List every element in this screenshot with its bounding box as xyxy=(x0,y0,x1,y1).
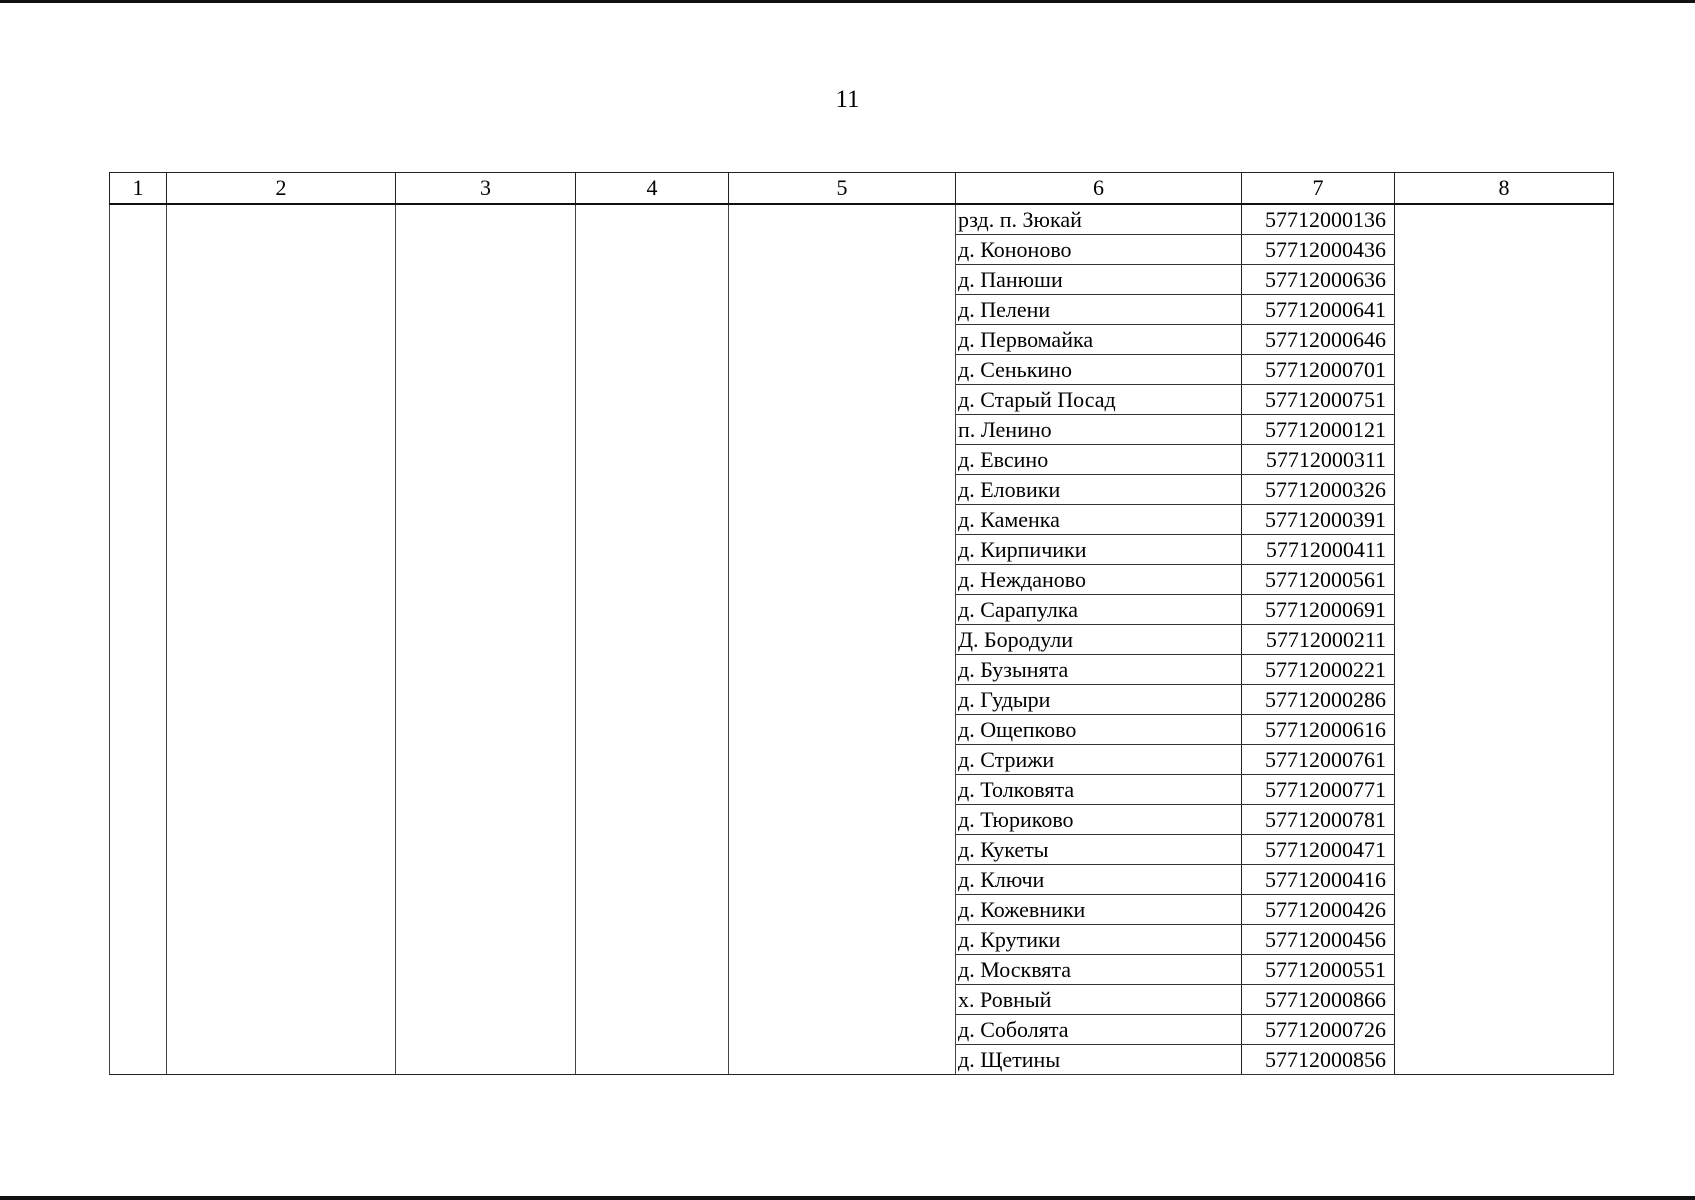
settlement-name-cell: д. Сенькино xyxy=(956,355,1242,385)
empty-cell-col-1 xyxy=(110,385,167,415)
empty-cell-col-5 xyxy=(729,715,956,745)
empty-cell-col-1 xyxy=(110,535,167,565)
empty-cell-col-3 xyxy=(396,595,576,625)
table-row xyxy=(110,685,1614,715)
empty-cell-col-1 xyxy=(110,325,167,355)
settlement-name-cell: д. Первомайка xyxy=(956,325,1242,355)
empty-cell-col-1 xyxy=(110,475,167,505)
empty-cell-col-3 xyxy=(396,775,576,805)
header-col-2: 2 xyxy=(167,173,396,205)
empty-cell-col-4 xyxy=(576,985,729,1015)
empty-cell-col-1 xyxy=(110,775,167,805)
settlement-name-cell: д. Кононово xyxy=(956,235,1242,265)
settlement-code-cell: 57712000751 xyxy=(1242,385,1395,415)
empty-cell-col-4 xyxy=(576,775,729,805)
empty-cell-col-5 xyxy=(729,445,956,475)
empty-cell-col-5 xyxy=(729,1015,956,1045)
table-row xyxy=(110,955,1614,985)
empty-cell-col-8 xyxy=(1395,685,1614,715)
page-number: 11 xyxy=(835,86,860,113)
settlement-code-cell: 57712000326 xyxy=(1242,475,1395,505)
settlement-name-cell: д. Соболята xyxy=(956,1015,1242,1045)
empty-cell-col-4 xyxy=(576,715,729,745)
empty-cell-col-5 xyxy=(729,204,956,235)
empty-cell-col-8 xyxy=(1395,925,1614,955)
settlement-name-cell: д. Крутики xyxy=(956,925,1242,955)
empty-cell-col-5 xyxy=(729,895,956,925)
settlement-name-cell: д. Евсино xyxy=(956,445,1242,475)
empty-cell-col-1 xyxy=(110,265,167,295)
empty-cell-col-1 xyxy=(110,985,167,1015)
scan-bottom-edge xyxy=(0,1196,1695,1200)
settlement-code-cell: 57712000691 xyxy=(1242,595,1395,625)
settlement-code-cell: 57712000286 xyxy=(1242,685,1395,715)
empty-cell-col-5 xyxy=(729,565,956,595)
empty-cell-col-8 xyxy=(1395,625,1614,655)
table-row xyxy=(110,985,1614,1015)
settlement-name-cell: Д. Бородули xyxy=(956,625,1242,655)
empty-cell-col-5 xyxy=(729,805,956,835)
table-row xyxy=(110,325,1614,355)
empty-cell-col-8 xyxy=(1395,475,1614,505)
settlement-name-cell: д. Щетины xyxy=(956,1045,1242,1075)
empty-cell-col-1 xyxy=(110,685,167,715)
table-row xyxy=(110,895,1614,925)
settlement-name-cell: д. Кирпичики xyxy=(956,535,1242,565)
settlement-name-cell: д. Панюши xyxy=(956,265,1242,295)
empty-cell-col-8 xyxy=(1395,595,1614,625)
header-col-5: 5 xyxy=(729,173,956,205)
empty-cell-col-1 xyxy=(110,235,167,265)
empty-cell-col-8 xyxy=(1395,565,1614,595)
empty-cell-col-8 xyxy=(1395,805,1614,835)
empty-cell-col-2 xyxy=(167,955,396,985)
table-row xyxy=(110,865,1614,895)
settlement-code-cell: 57712000136 xyxy=(1242,204,1395,235)
settlement-code-cell: 57712000221 xyxy=(1242,655,1395,685)
table-row xyxy=(110,775,1614,805)
empty-cell-col-2 xyxy=(167,385,396,415)
settlement-name-cell: д. Гудыри xyxy=(956,685,1242,715)
empty-cell-col-5 xyxy=(729,685,956,715)
settlement-code-cell: 57712000856 xyxy=(1242,1045,1395,1075)
empty-cell-col-5 xyxy=(729,385,956,415)
settlement-name-cell: д. Каменка xyxy=(956,505,1242,535)
table-row xyxy=(110,655,1614,685)
table-row xyxy=(110,445,1614,475)
settlement-code-cell: 57712000561 xyxy=(1242,565,1395,595)
settlement-code-cell: 57712000211 xyxy=(1242,625,1395,655)
empty-cell-col-5 xyxy=(729,325,956,355)
header-col-8: 8 xyxy=(1395,173,1614,205)
empty-cell-col-2 xyxy=(167,715,396,745)
empty-cell-col-4 xyxy=(576,895,729,925)
empty-cell-col-4 xyxy=(576,655,729,685)
empty-cell-col-1 xyxy=(110,835,167,865)
empty-cell-col-3 xyxy=(396,1015,576,1045)
empty-cell-col-3 xyxy=(396,265,576,295)
table-row xyxy=(110,1045,1614,1075)
empty-cell-col-3 xyxy=(396,895,576,925)
table-row xyxy=(110,565,1614,595)
empty-cell-col-1 xyxy=(110,565,167,595)
empty-cell-col-5 xyxy=(729,625,956,655)
empty-cell-col-4 xyxy=(576,1045,729,1075)
empty-cell-col-4 xyxy=(576,445,729,475)
settlement-code-cell: 57712000436 xyxy=(1242,235,1395,265)
empty-cell-col-4 xyxy=(576,265,729,295)
table-row xyxy=(110,415,1614,445)
empty-cell-col-2 xyxy=(167,415,396,445)
empty-cell-col-2 xyxy=(167,925,396,955)
empty-cell-col-5 xyxy=(729,295,956,325)
settlements-table xyxy=(109,172,1614,1075)
table-row xyxy=(110,805,1614,835)
empty-cell-col-2 xyxy=(167,805,396,835)
empty-cell-col-3 xyxy=(396,355,576,385)
empty-cell-col-2 xyxy=(167,865,396,895)
table-row xyxy=(110,595,1614,625)
settlement-code-cell: 57712000426 xyxy=(1242,895,1395,925)
empty-cell-col-2 xyxy=(167,505,396,535)
empty-cell-col-8 xyxy=(1395,865,1614,895)
empty-cell-col-3 xyxy=(396,685,576,715)
empty-cell-col-2 xyxy=(167,685,396,715)
table-row xyxy=(110,475,1614,505)
empty-cell-col-2 xyxy=(167,625,396,655)
empty-cell-col-3 xyxy=(396,1045,576,1075)
empty-cell-col-4 xyxy=(576,295,729,325)
settlement-code-cell: 57712000781 xyxy=(1242,805,1395,835)
empty-cell-col-3 xyxy=(396,655,576,685)
empty-cell-col-8 xyxy=(1395,775,1614,805)
settlement-code-cell: 57712000761 xyxy=(1242,745,1395,775)
empty-cell-col-2 xyxy=(167,295,396,325)
empty-cell-col-4 xyxy=(576,805,729,835)
empty-cell-col-3 xyxy=(396,295,576,325)
empty-cell-col-5 xyxy=(729,925,956,955)
empty-cell-col-3 xyxy=(396,715,576,745)
empty-cell-col-3 xyxy=(396,475,576,505)
settlement-name-cell: д. Кукеты xyxy=(956,835,1242,865)
empty-cell-col-4 xyxy=(576,955,729,985)
empty-cell-col-4 xyxy=(576,385,729,415)
empty-cell-col-5 xyxy=(729,655,956,685)
settlement-name-cell: д. Тюриково xyxy=(956,805,1242,835)
empty-cell-col-4 xyxy=(576,355,729,385)
table-row xyxy=(110,204,1614,235)
empty-cell-col-5 xyxy=(729,235,956,265)
table-row xyxy=(110,355,1614,385)
table-row xyxy=(110,625,1614,655)
empty-cell-col-1 xyxy=(110,595,167,625)
empty-cell-col-3 xyxy=(396,385,576,415)
empty-cell-col-8 xyxy=(1395,265,1614,295)
table-row xyxy=(110,1015,1614,1045)
empty-cell-col-3 xyxy=(396,204,576,235)
empty-cell-col-4 xyxy=(576,625,729,655)
empty-cell-col-3 xyxy=(396,535,576,565)
empty-cell-col-5 xyxy=(729,1045,956,1075)
empty-cell-col-8 xyxy=(1395,445,1614,475)
empty-cell-col-8 xyxy=(1395,415,1614,445)
empty-cell-col-8 xyxy=(1395,1015,1614,1045)
empty-cell-col-2 xyxy=(167,1045,396,1075)
empty-cell-col-8 xyxy=(1395,895,1614,925)
settlement-name-cell: п. Ленино xyxy=(956,415,1242,445)
empty-cell-col-3 xyxy=(396,565,576,595)
empty-cell-col-2 xyxy=(167,475,396,505)
empty-cell-col-4 xyxy=(576,204,729,235)
empty-cell-col-1 xyxy=(110,625,167,655)
empty-cell-col-1 xyxy=(110,1015,167,1045)
empty-cell-col-8 xyxy=(1395,535,1614,565)
empty-cell-col-5 xyxy=(729,535,956,565)
table-row xyxy=(110,715,1614,745)
empty-cell-col-2 xyxy=(167,565,396,595)
empty-cell-col-2 xyxy=(167,775,396,805)
empty-cell-col-3 xyxy=(396,985,576,1015)
empty-cell-col-4 xyxy=(576,475,729,505)
empty-cell-col-1 xyxy=(110,415,167,445)
settlement-name-cell: рзд. п. Зюкай xyxy=(956,204,1242,235)
empty-cell-col-2 xyxy=(167,655,396,685)
table-row xyxy=(110,745,1614,775)
settlement-name-cell: д. Ощепково xyxy=(956,715,1242,745)
settlement-name-cell: д. Еловики xyxy=(956,475,1242,505)
empty-cell-col-8 xyxy=(1395,835,1614,865)
empty-cell-col-3 xyxy=(396,625,576,655)
empty-cell-col-5 xyxy=(729,475,956,505)
empty-cell-col-3 xyxy=(396,865,576,895)
empty-cell-col-1 xyxy=(110,955,167,985)
settlement-name-cell: д. Сарапулка xyxy=(956,595,1242,625)
empty-cell-col-4 xyxy=(576,505,729,535)
table-row xyxy=(110,535,1614,565)
empty-cell-col-5 xyxy=(729,745,956,775)
empty-cell-col-8 xyxy=(1395,715,1614,745)
empty-cell-col-4 xyxy=(576,865,729,895)
empty-cell-col-3 xyxy=(396,925,576,955)
empty-cell-col-2 xyxy=(167,985,396,1015)
empty-cell-col-8 xyxy=(1395,985,1614,1015)
empty-cell-col-3 xyxy=(396,235,576,265)
settlement-code-cell: 57712000311 xyxy=(1242,445,1395,475)
empty-cell-col-1 xyxy=(110,925,167,955)
empty-cell-col-3 xyxy=(396,835,576,865)
empty-cell-col-8 xyxy=(1395,385,1614,415)
settlement-code-cell: 57712000121 xyxy=(1242,415,1395,445)
empty-cell-col-2 xyxy=(167,265,396,295)
empty-cell-col-1 xyxy=(110,715,167,745)
empty-cell-col-3 xyxy=(396,415,576,445)
empty-cell-col-5 xyxy=(729,415,956,445)
empty-cell-col-5 xyxy=(729,775,956,805)
empty-cell-col-5 xyxy=(729,265,956,295)
empty-cell-col-4 xyxy=(576,1015,729,1045)
empty-cell-col-2 xyxy=(167,595,396,625)
settlement-name-cell: д. Толковята xyxy=(956,775,1242,805)
settlement-code-cell: 57712000391 xyxy=(1242,505,1395,535)
settlement-code-cell: 57712000726 xyxy=(1242,1015,1395,1045)
empty-cell-col-3 xyxy=(396,445,576,475)
empty-cell-col-3 xyxy=(396,325,576,355)
table-row xyxy=(110,265,1614,295)
empty-cell-col-3 xyxy=(396,805,576,835)
empty-cell-col-4 xyxy=(576,925,729,955)
settlement-code-cell: 57712000771 xyxy=(1242,775,1395,805)
header-col-1: 1 xyxy=(110,173,167,205)
table-row xyxy=(110,385,1614,415)
empty-cell-col-8 xyxy=(1395,745,1614,775)
empty-cell-col-1 xyxy=(110,505,167,535)
table-row xyxy=(110,505,1614,535)
empty-cell-col-4 xyxy=(576,415,729,445)
settlement-code-cell: 57712000646 xyxy=(1242,325,1395,355)
empty-cell-col-2 xyxy=(167,895,396,925)
header-col-4: 4 xyxy=(576,173,729,205)
empty-cell-col-4 xyxy=(576,595,729,625)
settlement-name-cell: д. Ключи xyxy=(956,865,1242,895)
empty-cell-col-5 xyxy=(729,595,956,625)
settlement-code-cell: 57712000416 xyxy=(1242,865,1395,895)
empty-cell-col-1 xyxy=(110,1045,167,1075)
empty-cell-col-1 xyxy=(110,895,167,925)
empty-cell-col-4 xyxy=(576,745,729,775)
settlement-code-cell: 57712000456 xyxy=(1242,925,1395,955)
empty-cell-col-2 xyxy=(167,445,396,475)
empty-cell-col-2 xyxy=(167,355,396,385)
settlement-code-cell: 57712000411 xyxy=(1242,535,1395,565)
table-row xyxy=(110,295,1614,325)
empty-cell-col-1 xyxy=(110,295,167,325)
empty-cell-col-5 xyxy=(729,835,956,865)
table-row xyxy=(110,925,1614,955)
empty-cell-col-2 xyxy=(167,745,396,775)
settlement-code-cell: 57712000616 xyxy=(1242,715,1395,745)
empty-cell-col-5 xyxy=(729,985,956,1015)
header-col-3: 3 xyxy=(396,173,576,205)
empty-cell-col-4 xyxy=(576,565,729,595)
settlement-name-cell: д. Нежданово xyxy=(956,565,1242,595)
header-col-6: 6 xyxy=(956,173,1242,205)
settlement-name-cell: д. Кожевники xyxy=(956,895,1242,925)
empty-cell-col-8 xyxy=(1395,1045,1614,1075)
empty-cell-col-1 xyxy=(110,355,167,385)
empty-cell-col-2 xyxy=(167,325,396,355)
settlement-name-cell: д. Москвята xyxy=(956,955,1242,985)
empty-cell-col-4 xyxy=(576,535,729,565)
empty-cell-col-2 xyxy=(167,535,396,565)
empty-cell-col-8 xyxy=(1395,204,1614,235)
empty-cell-col-5 xyxy=(729,865,956,895)
empty-cell-col-1 xyxy=(110,204,167,235)
empty-cell-col-5 xyxy=(729,505,956,535)
settlement-name-cell: д. Пелени xyxy=(956,295,1242,325)
empty-cell-col-1 xyxy=(110,445,167,475)
settlement-code-cell: 57712000701 xyxy=(1242,355,1395,385)
empty-cell-col-2 xyxy=(167,835,396,865)
empty-cell-col-8 xyxy=(1395,955,1614,985)
table-header-row xyxy=(110,173,1614,205)
header-col-7: 7 xyxy=(1242,173,1395,205)
empty-cell-col-5 xyxy=(729,355,956,385)
empty-cell-col-1 xyxy=(110,865,167,895)
empty-cell-col-8 xyxy=(1395,355,1614,385)
settlement-code-cell: 57712000636 xyxy=(1242,265,1395,295)
settlement-code-cell: 57712000641 xyxy=(1242,295,1395,325)
settlement-name-cell: д. Бузынята xyxy=(956,655,1242,685)
settlement-name-cell: х. Ровный xyxy=(956,985,1242,1015)
empty-cell-col-4 xyxy=(576,835,729,865)
empty-cell-col-1 xyxy=(110,745,167,775)
empty-cell-col-2 xyxy=(167,235,396,265)
table-body xyxy=(110,204,1614,1075)
empty-cell-col-4 xyxy=(576,685,729,715)
empty-cell-col-8 xyxy=(1395,505,1614,535)
table-row xyxy=(110,235,1614,265)
empty-cell-col-8 xyxy=(1395,655,1614,685)
empty-cell-col-3 xyxy=(396,745,576,775)
empty-cell-col-3 xyxy=(396,505,576,535)
settlement-name-cell: д. Старый Посад xyxy=(956,385,1242,415)
empty-cell-col-8 xyxy=(1395,295,1614,325)
empty-cell-col-2 xyxy=(167,1015,396,1045)
settlement-code-cell: 57712000551 xyxy=(1242,955,1395,985)
settlement-name-cell: д. Стрижи xyxy=(956,745,1242,775)
empty-cell-col-1 xyxy=(110,805,167,835)
empty-cell-col-2 xyxy=(167,204,396,235)
empty-cell-col-1 xyxy=(110,655,167,685)
settlement-code-cell: 57712000471 xyxy=(1242,835,1395,865)
empty-cell-col-4 xyxy=(576,235,729,265)
empty-cell-col-8 xyxy=(1395,325,1614,355)
table-row xyxy=(110,835,1614,865)
empty-cell-col-8 xyxy=(1395,235,1614,265)
scan-top-edge xyxy=(0,0,1695,3)
settlement-code-cell: 57712000866 xyxy=(1242,985,1395,1015)
empty-cell-col-4 xyxy=(576,325,729,355)
empty-cell-col-5 xyxy=(729,955,956,985)
empty-cell-col-3 xyxy=(396,955,576,985)
